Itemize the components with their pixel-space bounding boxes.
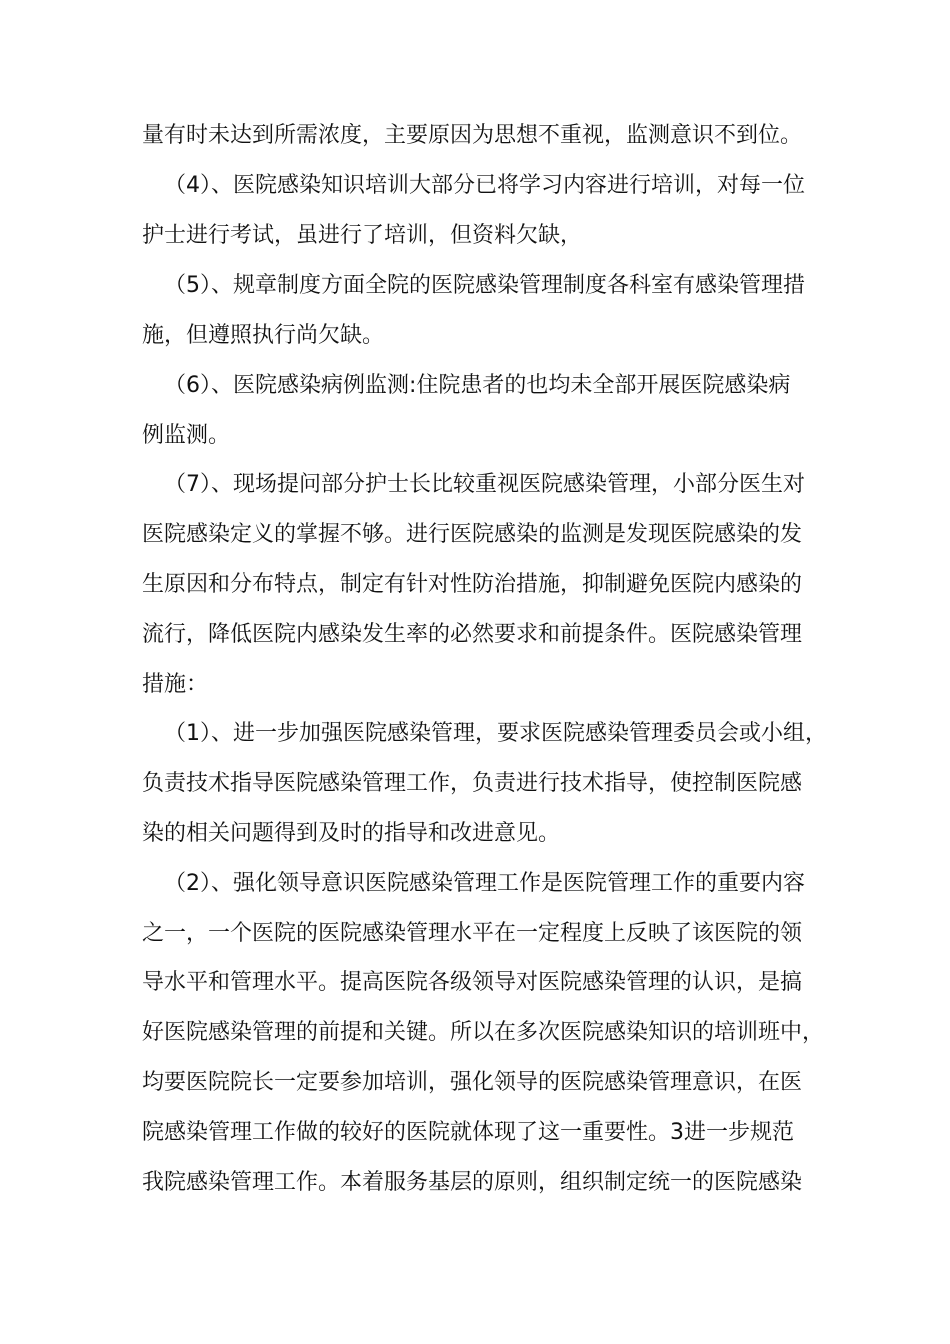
text-line: 护士进行考试，虽进行了培训，但资料欠缺， xyxy=(142,223,583,248)
text-line: （6）、医院感染病例监测:住院患者的也均未全部开展医院感染病 xyxy=(164,373,791,398)
text-line: 负责技术指导医院感染管理工作，负责进行技术指导，使控制医院感 xyxy=(142,771,803,796)
text-line: 生原因和分布特点，制定有针对性防治措施，抑制避免医院内感染的 xyxy=(142,572,803,597)
text-line: 医院感染定义的掌握不够。进行医院感染的监测是发现医院感染的发 xyxy=(142,522,803,547)
text-line: 之一，一个医院的医院感染管理水平在一定程度上反映了该医院的领 xyxy=(142,921,803,946)
text-line: （2）、强化领导意识医院感染管理工作是医院管理工作的重要内容 xyxy=(164,871,805,896)
text-line: 我院感染管理工作。本着服务基层的原则，组织制定统一的医院感染 xyxy=(142,1170,803,1195)
text-line: 染的相关问题得到及时的指导和改进意见。 xyxy=(142,821,561,846)
text-line: 流行，降低医院内感染发生率的必然要求和前提条件。医院感染管理 xyxy=(142,622,803,647)
text-line: （7）、现场提问部分护士长比较重视医院感染管理，小部分医生对 xyxy=(164,472,805,497)
text-line: 施，但遵照执行尚欠缺。 xyxy=(142,323,385,348)
text-line: 均要医院院长一定要参加培训，强化领导的医院感染管理意识，在医 xyxy=(142,1070,803,1095)
text-line: （4）、医院感染知识培训大部分已将学习内容进行培训，对每一位 xyxy=(164,173,805,198)
text-line: 好医院感染管理的前提和关键。所以在多次医院感染知识的培训班中， xyxy=(142,1020,825,1045)
text-line: （1）、进一步加强医院感染管理，要求医院感染管理委员会或小组， xyxy=(164,721,827,746)
text-line: 导水平和管理水平。提高医院各级领导对医院感染管理的认识，是搞 xyxy=(142,970,803,995)
text-line: 院感染管理工作做的较好的医院就体现了这一重要性。3进一步规范 xyxy=(142,1120,794,1145)
text-line: （5）、规章制度方面全院的医院感染管理制度各科室有感染管理措 xyxy=(164,273,805,298)
text-line: 例监测。 xyxy=(142,423,231,448)
text-line: 量有时未达到所需浓度，主要原因为思想不重视，监测意识不到位。 xyxy=(142,123,803,148)
text-line: 措施： xyxy=(142,672,209,697)
